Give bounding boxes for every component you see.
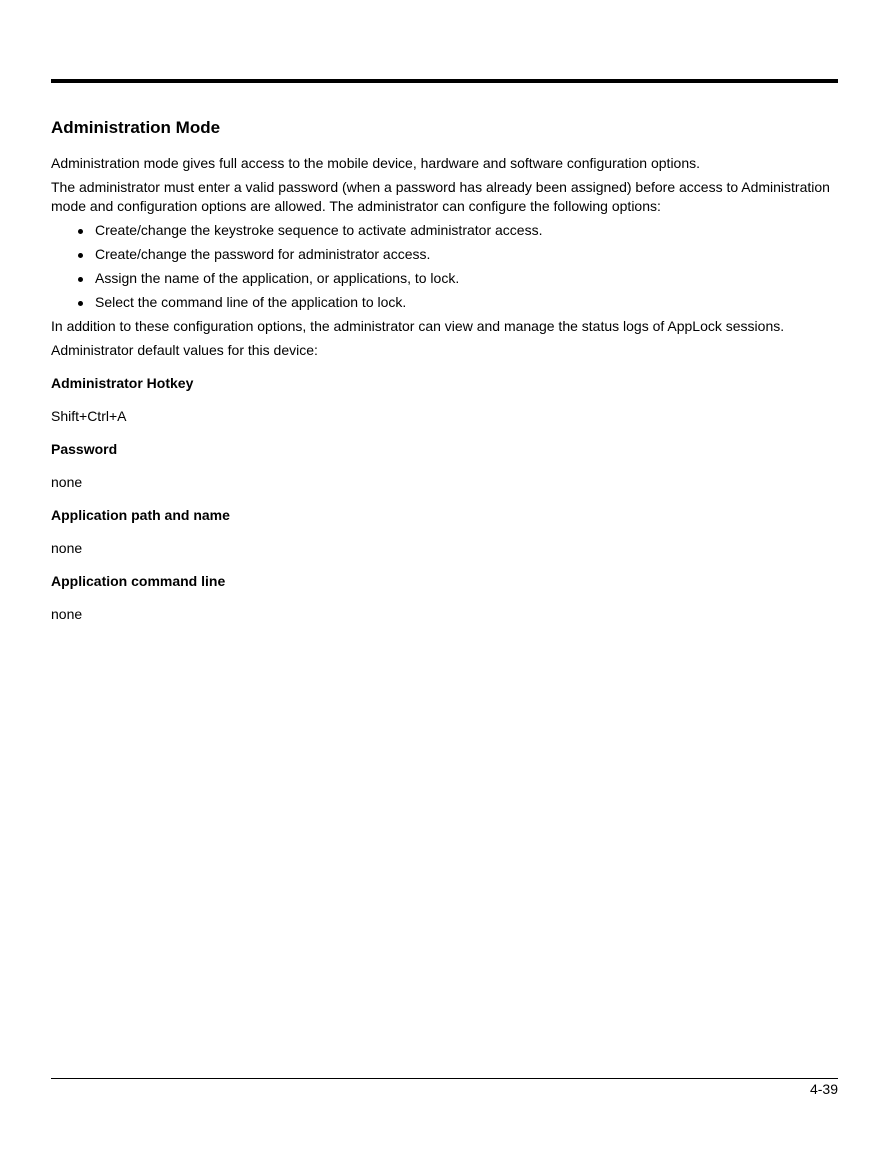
setting-label: Application command line bbox=[51, 573, 226, 589]
default-setting-command-line bbox=[51, 572, 838, 624]
section-title: Administration Mode bbox=[51, 118, 221, 137]
setting-value: Shift+Ctrl+A bbox=[51, 408, 127, 424]
list-item bbox=[51, 269, 838, 288]
header-rule bbox=[51, 79, 838, 83]
list-item bbox=[51, 221, 838, 240]
setting-label: Application path and name bbox=[51, 507, 230, 523]
bullet-icon bbox=[78, 277, 83, 282]
default-setting-app-path bbox=[51, 506, 838, 558]
logs-note-paragraph: In addition to these configuration options, the administrator can view and manage the status logs of AppLock sessions. bbox=[51, 318, 785, 334]
setting-value: none bbox=[51, 540, 83, 556]
setting-value: none bbox=[51, 474, 83, 490]
page-content bbox=[51, 116, 838, 624]
bullet-icon bbox=[78, 253, 83, 258]
default-setting-password bbox=[51, 440, 838, 492]
bullet-icon bbox=[78, 301, 83, 306]
defaults-intro-paragraph: Administrator default values for this device: bbox=[51, 342, 318, 358]
default-setting-hotkey bbox=[51, 374, 838, 426]
list-item-text: Assign the name of the application, or applications, to lock. bbox=[95, 270, 460, 286]
list-item bbox=[51, 293, 838, 312]
list-item-text: Create/change the password for administrator access. bbox=[95, 246, 431, 262]
setting-label: Administrator Hotkey bbox=[51, 375, 194, 391]
description-paragraph: The administrator must enter a valid password (when a password has already been assigned) before access to Administration mode and configuration options are allowed. The administrator can configure the following options: bbox=[51, 179, 830, 214]
options-list bbox=[51, 221, 838, 312]
page-number: 4-39 bbox=[809, 1081, 838, 1097]
intro-paragraph: Administration mode gives full access to the mobile device, hardware and software configuration options. bbox=[51, 155, 701, 171]
list-item-text: Select the command line of the application to lock. bbox=[95, 294, 407, 310]
setting-value: none bbox=[51, 606, 83, 622]
bullet-icon bbox=[78, 229, 83, 234]
setting-label: Password bbox=[51, 441, 118, 457]
list-item-text: Create/change the keystroke sequence to activate administrator access. bbox=[95, 222, 543, 238]
list-item bbox=[51, 245, 838, 264]
footer-rule bbox=[51, 1078, 838, 1079]
